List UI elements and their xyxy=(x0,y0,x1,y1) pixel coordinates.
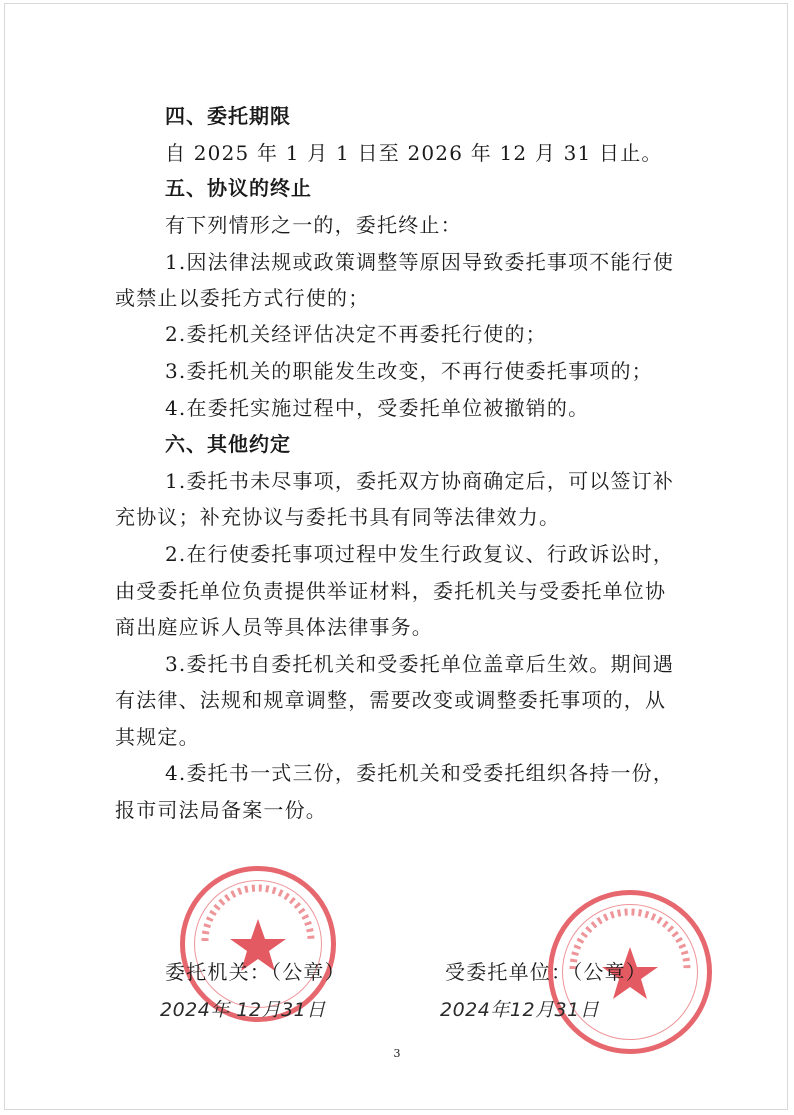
section-6-heading: 六、其他约定 xyxy=(165,432,291,456)
right-handwritten-date: 2024年12月31日 xyxy=(440,999,600,1021)
page-number: 3 xyxy=(393,1047,401,1060)
section-6-item-4-line-2: 报市司法局备案一份。 xyxy=(115,798,327,822)
section-5-heading: 五、协议的终止 xyxy=(165,176,312,200)
section-6-item-4-line-1: 4.委托书一式三份，委托机关和受委托组织各持一份， xyxy=(165,761,675,785)
section-6-item-3-line-2: 有法律、法规和规章调整，需要改变或调整委托事项的，从 xyxy=(115,688,667,712)
section-5-item-3: 3.委托机关的职能发生改变，不再行使委托事项的； xyxy=(165,359,653,383)
section-6-item-1-line-1: 1.委托书未尽事项，委托双方协商确定后，可以签订补 xyxy=(165,469,675,493)
section-6-item-2-line-3: 商出庭应诉人员等具体法律事务。 xyxy=(115,615,433,639)
left-handwritten-date: 2024年 12月31日 xyxy=(160,999,326,1021)
entrusted-unit-label: 受委托单位：（公章） xyxy=(445,960,647,984)
entrusting-authority-label: 委托机关：（公章） xyxy=(165,960,346,984)
section-4-text: 自 2025 年 1 月 1 日至 2026 年 12 月 31 日止。 xyxy=(165,141,663,165)
section-6-item-3-line-3: 其规定。 xyxy=(115,725,200,749)
section-6-item-1-line-2: 充协议；补充协议与委托书具有同等法律效力。 xyxy=(115,505,561,529)
section-5-item-2: 2.委托机关经评估决定不再委托行使的； xyxy=(165,322,547,346)
section-5-intro: 有下列情形之一的，委托终止： xyxy=(165,213,462,237)
section-5-item-4: 4.在委托实施过程中，受委托单位被撤销的。 xyxy=(165,396,590,420)
section-6-item-2-line-1: 2.在行使委托事项过程中发生行政复议、行政诉讼时， xyxy=(165,542,675,566)
section-5-item-1-line-1: 1.因法律法规或政策调整等原因导致委托事项不能行使 xyxy=(165,250,675,274)
section-6-item-2-line-2: 由受委托单位负责提供举证材料，委托机关与受委托单位协 xyxy=(115,579,667,603)
section-5-item-1-line-2: 或禁止以委托方式行使的； xyxy=(115,286,370,310)
section-4-heading: 四、委托期限 xyxy=(165,104,291,128)
section-6-item-3-line-1: 3.委托书自委托机关和受委托单位盖章后生效。期间遇 xyxy=(165,652,675,676)
